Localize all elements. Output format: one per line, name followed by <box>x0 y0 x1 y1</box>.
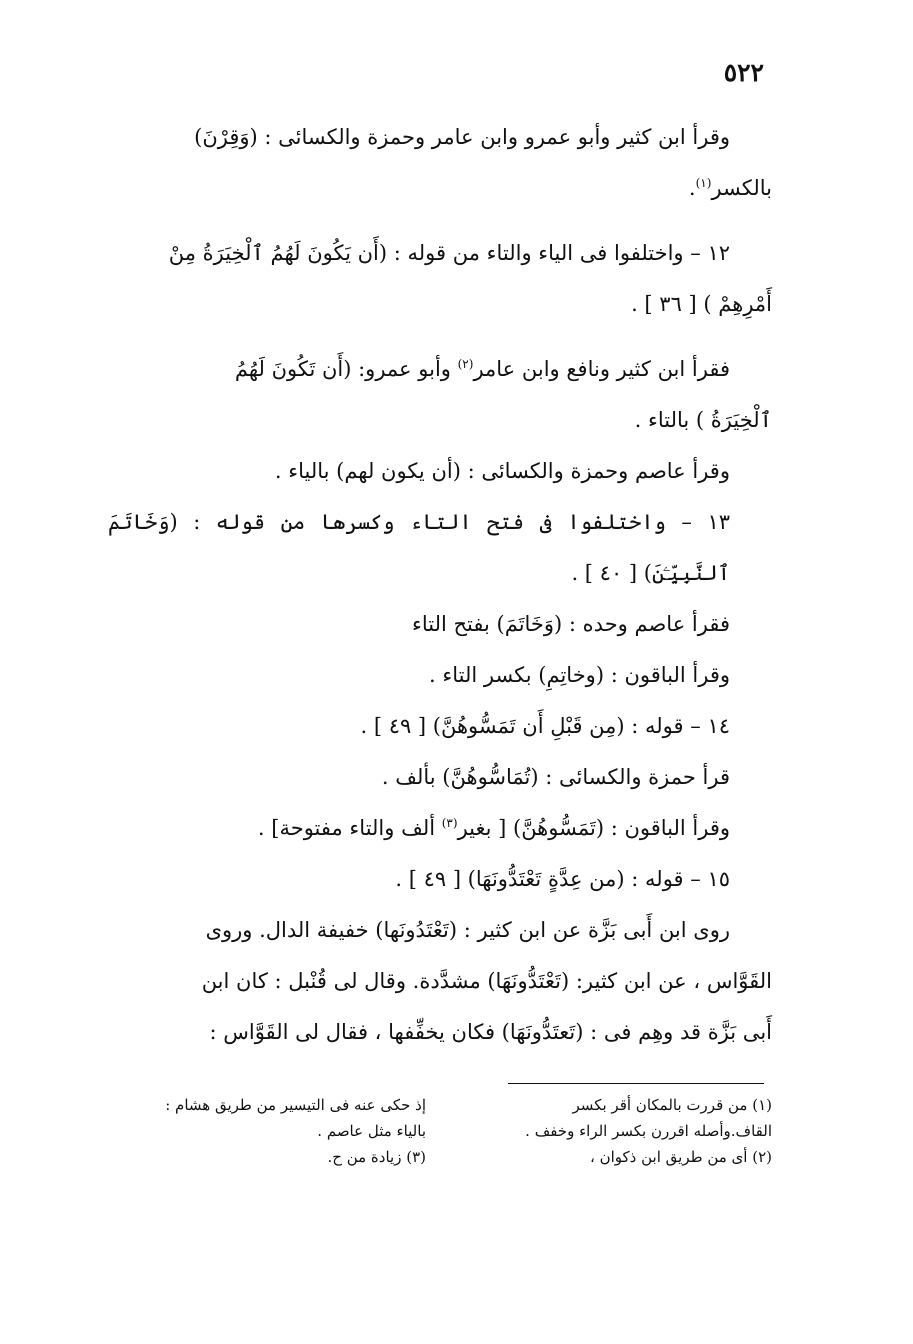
line-text: ١٥ – قوله : (من عِدَّةٍ تَعْتَدُّونَهَا) [ ٤٩ ] . <box>395 867 730 891</box>
text-line <box>108 446 772 497</box>
line-text: أَبى بَزَّة قد وهِم فى : (تَعتَدُّونَهَا) فكان يخفِّفها ، فقال لى القَوَّاس : <box>209 1020 772 1044</box>
line-text: وقرأ الباقون : (تَمَسُّوهُنَّ) [ بغير <box>457 816 730 840</box>
text-line <box>108 854 772 905</box>
text-line <box>108 752 772 803</box>
line-text-tail: وأبو عمرو: (أَن تَكُونَ لَهُمُ <box>234 357 458 381</box>
footnote-text: (٣) زيادة من ح. <box>327 1148 426 1166</box>
line-text: بالكسر <box>711 176 772 200</box>
body-text <box>108 112 772 1058</box>
text-line <box>108 112 772 163</box>
line-text: ١٤ – قوله : (مِن قَبْلِ أَن تَمَسُّوهُنَّ) [ ٤٩ ] . <box>360 714 730 738</box>
text-line <box>108 956 772 1007</box>
footnote-row <box>108 1144 772 1170</box>
line-text-tail: . <box>688 176 696 200</box>
footnote-text: (١) من قررت بالمكان أقر بكسر <box>572 1096 772 1114</box>
footnote-text: بالياء مثل عاصم . <box>317 1122 426 1140</box>
page-number: ٥٢٢ <box>723 58 764 87</box>
text-line <box>108 497 772 599</box>
text-line <box>108 344 772 395</box>
line-text: ٱلْخِيَرَةُ ) بالتاء . <box>634 408 772 432</box>
footnote-text: (٢) أى من طريق ابن ذكوان ، <box>590 1148 772 1166</box>
line-text: فقرأ ابن كثير ونافع وابن عامر <box>473 357 730 381</box>
text-line <box>108 701 772 752</box>
line-text: قرأ حمزة والكسائى : (تُمَاسُّوهُنَّ) بألف . <box>381 765 730 789</box>
line-text: فقرأ عاصم وحده : (وَخَاتَمَ) بفتح التاء <box>411 612 730 636</box>
line-text: ١٢ – واختلفوا فى الياء والتاء من قوله : (أَن يَكُونَ لَهُمُ ٱلْخِيَرَةُ مِنْ <box>168 241 730 265</box>
footnote-divider <box>508 1083 764 1084</box>
text-line <box>108 1007 772 1058</box>
line-text: ١٣ – واختلفوا فى فتح التاء وكسرها من قوله : (وَخَاتَمَ ٱلنَّبِيِّـۧنَ) [ ٤٠ ] . <box>108 510 730 585</box>
footnote-reference: (١) <box>695 176 712 190</box>
line-text: وقرأ ابن كثير وأبو عمرو وابن عامر وحمزة والكسائى : (وَقِرْنَ) <box>194 125 730 149</box>
line-text: أَمْرِهِمْ ) [ ٣٦ ] . <box>631 292 772 316</box>
footnotes <box>108 1092 772 1170</box>
line-text: وقرأ الباقون : (وخاتِمِ) بكسر التاء . <box>428 663 730 687</box>
footnote-row <box>108 1092 772 1118</box>
text-line <box>108 803 772 854</box>
text-line <box>108 228 772 279</box>
footnote-text: إذ حكى عنه فى التيسير من طريق هشام : <box>165 1096 426 1114</box>
footnote-text: القاف.وأصله اقررن بكسر الراء وخفف . <box>525 1122 772 1140</box>
line-text: القَوَّاس ، عن ابن كثير: (تَعْتَدُّونَهَا) مشدَّدة. وقال لى قُنْبل : كان ابن <box>201 969 772 993</box>
text-line <box>108 599 772 650</box>
line-text-tail: ألف والتاء مفتوحة] . <box>257 816 442 840</box>
text-line <box>108 650 772 701</box>
text-line <box>108 905 772 956</box>
footnote-row <box>108 1118 772 1144</box>
text-line <box>108 163 772 214</box>
footnote-reference: (٣) <box>441 816 458 830</box>
line-text: وقرأ عاصم وحمزة والكسائى : (أن يكون لهم) بالياء . <box>274 459 730 483</box>
line-text: روى ابن أَبى بَزَّة عن ابن كثير : (تَعْتَدُونَها) خفيفة الدال. وروى <box>205 918 730 942</box>
text-line <box>108 395 772 446</box>
text-line <box>108 279 772 330</box>
footnote-reference: (٢) <box>457 357 474 371</box>
